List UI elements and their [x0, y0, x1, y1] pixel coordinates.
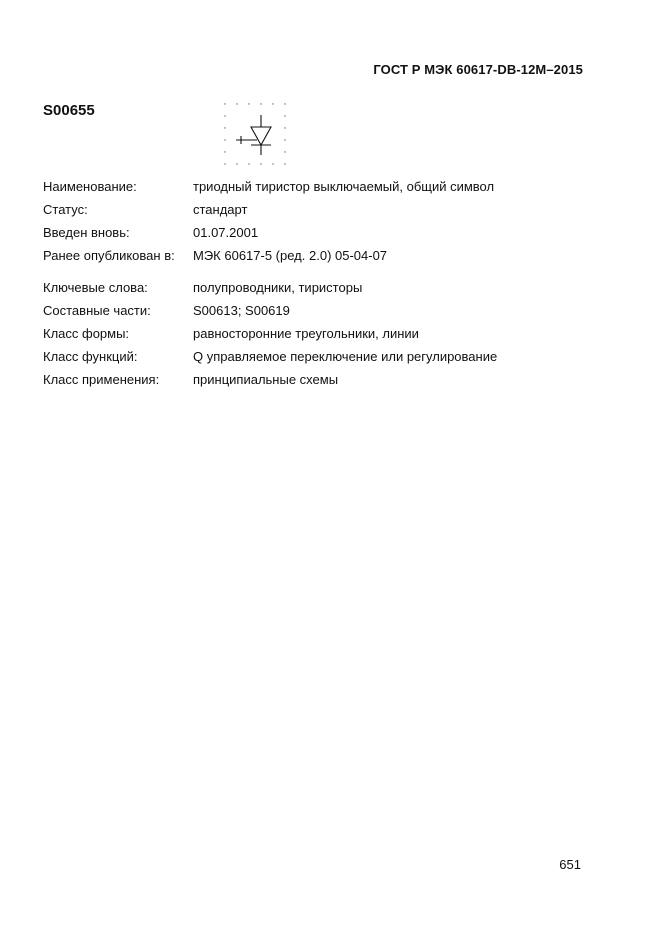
property-label: Класс применения:: [43, 372, 160, 387]
thyristor-symbol-icon: [222, 101, 288, 167]
property-row-components: [43, 302, 603, 325]
property-label: Класс функций:: [43, 349, 138, 364]
property-label: Составные части:: [43, 303, 151, 318]
property-label: Класс формы:: [43, 326, 130, 341]
property-value: полупроводники, тиристоры: [193, 280, 363, 295]
property-row-application-class: [43, 371, 603, 394]
property-value: триодный тиристор выключаемый, общий символ: [193, 179, 495, 194]
property-label: Ключевые слова:: [43, 280, 148, 295]
property-row-name: [43, 178, 603, 201]
document-standard-header: ГОСТ Р МЭК 60617-DB-12M–2015: [373, 62, 583, 77]
property-row-previously-published: [43, 247, 603, 270]
property-row-introduced: [43, 224, 603, 247]
page-number: 651: [559, 857, 581, 872]
property-label: Введен вновь:: [43, 225, 130, 240]
property-value: стандарт: [193, 202, 248, 217]
property-label: Ранее опубликован в:: [43, 248, 175, 263]
property-label: Статус:: [43, 202, 88, 217]
property-value: равносторонние треугольники, линии: [193, 326, 419, 341]
property-value: 01.07.2001: [193, 225, 259, 240]
property-value: S00613; S00619: [193, 303, 290, 318]
property-row-status: [43, 201, 603, 224]
symbol-code: S00655: [43, 102, 95, 119]
property-row-shape-class: [43, 325, 603, 348]
property-row-keywords: [43, 279, 603, 302]
property-value: МЭК 60617-5 (ред. 2.0) 05-04-07: [193, 248, 388, 263]
property-label: Наименование:: [43, 179, 137, 194]
property-row-function-class: [43, 348, 603, 371]
properties-list: [43, 178, 603, 394]
property-value: Q управляемое переключение или регулирование: [193, 349, 498, 364]
property-value: принципиальные схемы: [193, 372, 339, 387]
